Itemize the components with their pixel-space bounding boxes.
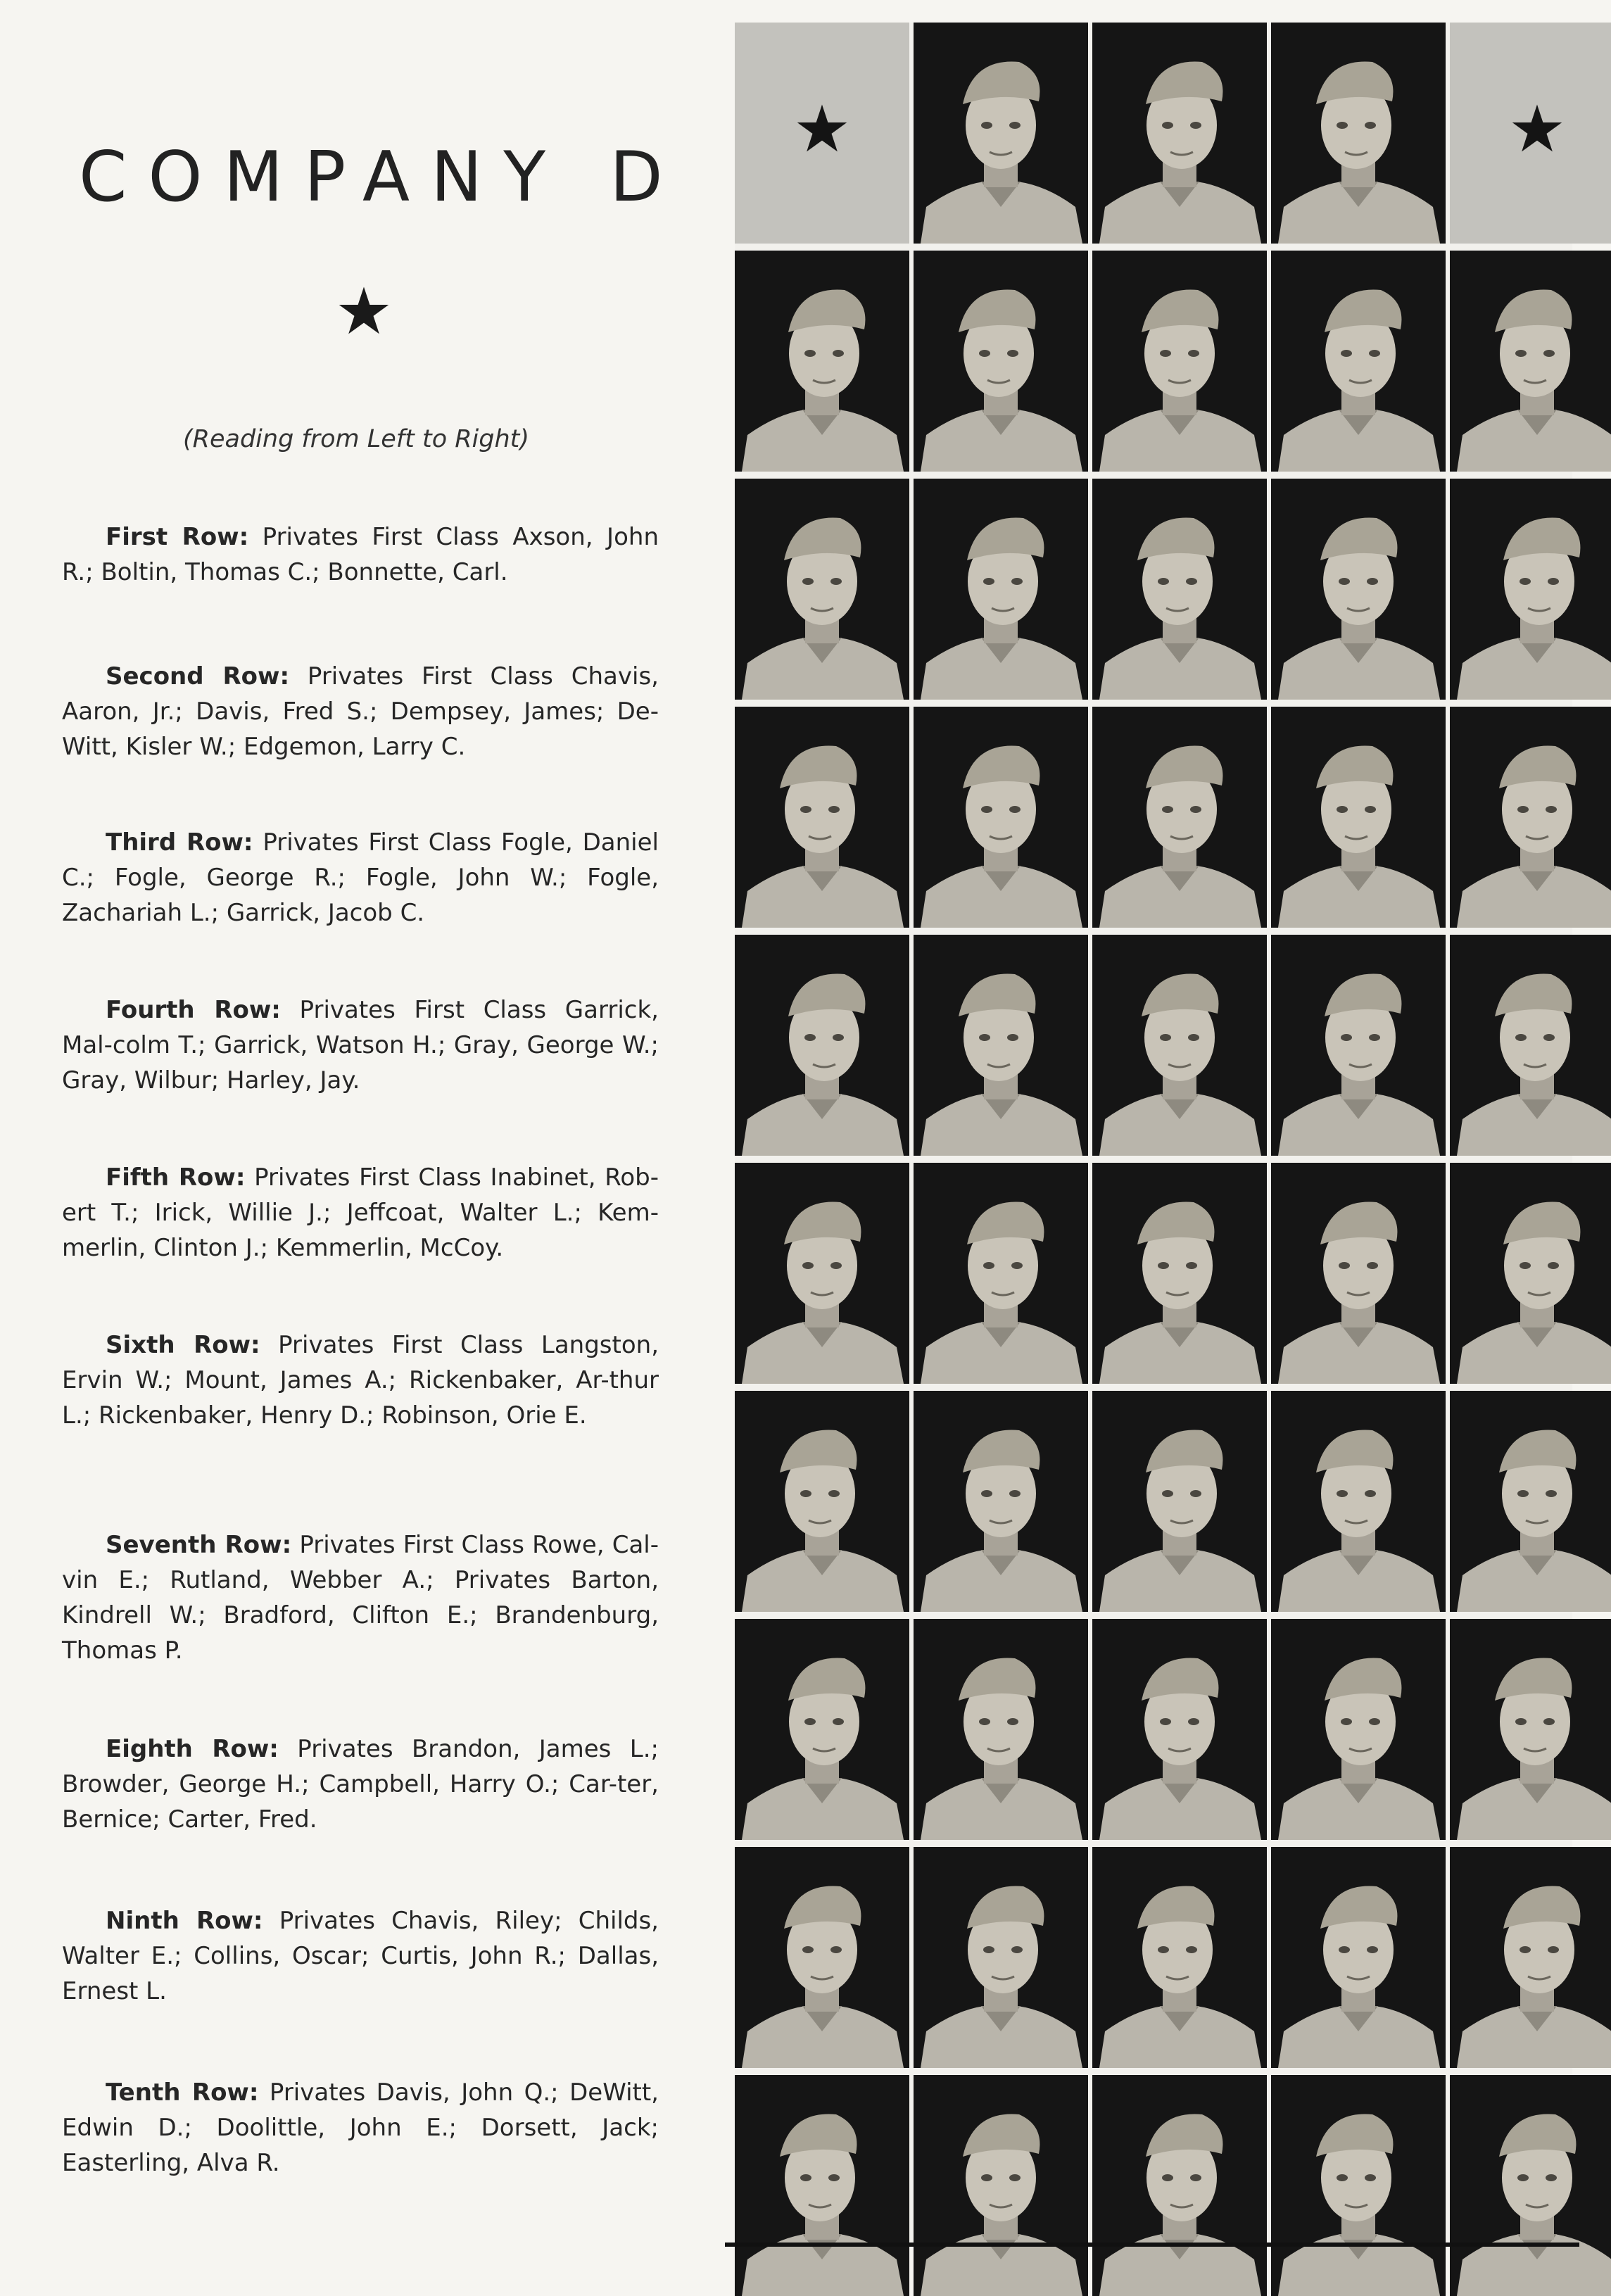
portrait-silhouette xyxy=(914,23,1088,244)
portrait-photo xyxy=(1092,2075,1267,2296)
portrait-photo xyxy=(735,707,909,928)
caption-text: Privates First Class Fogle, Daniel C.; Fogle, George R.; Fogle, John W.; Fogle, Zachariah L.; Garrick, Jacob C. xyxy=(62,828,659,927)
portrait-silhouette xyxy=(1092,479,1267,700)
portrait-photo xyxy=(735,1391,909,1612)
portrait-silhouette xyxy=(1450,1391,1611,1612)
portrait-photo xyxy=(735,479,909,700)
caption-text: Privates First Class Garrick, Mal-colm T.; Garrick, Watson H.; Gray, George W.; Gray, Wilbur; Harley, Jay. xyxy=(62,996,659,1095)
portrait-photo xyxy=(1271,251,1446,472)
portrait-photo xyxy=(1092,23,1267,244)
portrait-silhouette xyxy=(1450,707,1611,928)
caption-row-6 xyxy=(62,1327,659,1433)
portrait-photo xyxy=(1271,2075,1446,2296)
portrait-silhouette xyxy=(914,935,1088,1156)
caption-row-7 xyxy=(62,1527,659,1668)
portrait-silhouette xyxy=(735,935,909,1156)
portrait-silhouette xyxy=(1092,251,1267,472)
portrait-silhouette xyxy=(1092,1619,1267,1840)
portrait-silhouette xyxy=(914,707,1088,928)
portrait-photo xyxy=(1271,1163,1446,1384)
portrait-silhouette xyxy=(1271,707,1446,928)
page-title: COMPANY D xyxy=(79,137,684,217)
reading-note: (Reading from Left to Right) xyxy=(183,425,530,453)
star-panel xyxy=(1450,23,1611,244)
star-icon: ★ xyxy=(1508,92,1567,167)
portrait-silhouette xyxy=(1450,1163,1611,1384)
portrait-silhouette xyxy=(735,1847,909,2068)
bottom-rule xyxy=(725,2243,1579,2247)
portrait-photo xyxy=(1450,1619,1611,1840)
portrait-silhouette xyxy=(735,1619,909,1840)
caption-row-3 xyxy=(62,825,659,931)
portrait-silhouette xyxy=(1092,1163,1267,1384)
portrait-silhouette xyxy=(1092,1847,1267,2068)
portrait-photo xyxy=(1092,1847,1267,2068)
star-icon: ★ xyxy=(792,92,852,167)
portrait-photo xyxy=(1092,1619,1267,1840)
portrait-silhouette xyxy=(1450,2075,1611,2296)
portrait-photo xyxy=(1450,1391,1611,1612)
portrait-photo xyxy=(914,1619,1088,1840)
portrait-photo xyxy=(735,1847,909,2068)
portrait-silhouette xyxy=(1092,1391,1267,1612)
portrait-silhouette xyxy=(735,479,909,700)
portrait-photo xyxy=(914,1847,1088,2068)
portrait-photo xyxy=(1271,1619,1446,1840)
portrait-photo xyxy=(1271,479,1446,700)
portrait-silhouette xyxy=(914,1163,1088,1384)
portrait-silhouette xyxy=(914,2075,1088,2296)
portrait-photo xyxy=(1092,479,1267,700)
portrait-photo xyxy=(914,935,1088,1156)
portrait-photo xyxy=(1271,707,1446,928)
caption-text: Privates First Class Axson, John R.; Boltin, Thomas C.; Bonnette, Carl. xyxy=(62,523,659,586)
portrait-silhouette xyxy=(1092,2075,1267,2296)
portrait-silhouette xyxy=(914,1619,1088,1840)
portrait-photo xyxy=(1450,251,1611,472)
caption-label: Eighth Row: xyxy=(106,1735,279,1763)
portrait-photo xyxy=(914,251,1088,472)
portrait-photo xyxy=(1271,1847,1446,2068)
caption-text: Privates First Class Langston, Ervin W.; Mount, James A.; Rickenbaker, Ar-thur L.; Rickenbaker, Henry D.; Robinson, Orie E. xyxy=(62,1331,659,1430)
portrait-photo xyxy=(735,251,909,472)
portrait-photo xyxy=(1450,707,1611,928)
portrait-silhouette xyxy=(1271,935,1446,1156)
caption-label: Sixth Row: xyxy=(106,1331,260,1359)
portrait-photo xyxy=(1092,1391,1267,1612)
portrait-silhouette xyxy=(914,479,1088,700)
portrait-silhouette xyxy=(1271,251,1446,472)
caption-text: Privates Brandon, James L.; Browder, George H.; Campbell, Harry O.; Car-ter, Bernice; Carter, Fred. xyxy=(62,1735,659,1834)
portrait-silhouette xyxy=(1450,1847,1611,2068)
portrait-photo xyxy=(735,935,909,1156)
portrait-photo xyxy=(914,1163,1088,1384)
caption-row-10 xyxy=(62,2075,659,2181)
caption-label: Ninth Row: xyxy=(106,1907,263,1935)
portrait-photo xyxy=(914,2075,1088,2296)
caption-row-5 xyxy=(62,1160,659,1266)
caption-label: Third Row: xyxy=(106,828,253,857)
portrait-photo xyxy=(914,707,1088,928)
portrait-silhouette xyxy=(735,2075,909,2296)
portrait-photo xyxy=(914,23,1088,244)
portrait-silhouette xyxy=(1450,935,1611,1156)
caption-text: Privates First Class Chavis, Aaron, Jr.; Davis, Fred S.; Dempsey, James; De-Witt, Kisler W.; Edgemon, Larry C. xyxy=(62,662,659,761)
portrait-silhouette xyxy=(1271,479,1446,700)
portrait-silhouette xyxy=(1271,2075,1446,2296)
portrait-silhouette xyxy=(1271,1163,1446,1384)
portrait-silhouette xyxy=(1092,935,1267,1156)
portrait-photo xyxy=(1092,707,1267,928)
portrait-silhouette xyxy=(1450,479,1611,700)
star-icon: ★ xyxy=(334,274,393,349)
portrait-photo xyxy=(735,2075,909,2296)
caption-label: Tenth Row: xyxy=(106,2079,259,2107)
photo-grid xyxy=(735,23,1572,2247)
caption-row-4 xyxy=(62,992,659,1098)
portrait-silhouette xyxy=(735,707,909,928)
caption-row-9 xyxy=(62,1903,659,2009)
portrait-photo xyxy=(1092,935,1267,1156)
caption-label: Seventh Row: xyxy=(106,1531,292,1559)
caption-label: Second Row: xyxy=(106,662,290,690)
caption-text: Privates First Class Inabinet, Rob-ert T.; Irick, Willie J.; Jeffcoat, Walter L.; Kem-merlin, Clinton J.; Kemmerlin, McCoy. xyxy=(62,1163,659,1262)
portrait-photo xyxy=(1450,1163,1611,1384)
portrait-photo xyxy=(735,1619,909,1840)
portrait-silhouette xyxy=(1450,1619,1611,1840)
caption-text: Privates First Class Rowe, Cal-vin E.; Rutland, Webber A.; Privates Barton, Kindrell W.; Bradford, Clifton E.; Brandenburg, Thomas P. xyxy=(62,1531,659,1665)
portrait-silhouette xyxy=(1271,1619,1446,1840)
portrait-photo xyxy=(1450,935,1611,1156)
caption-row-2 xyxy=(62,659,659,764)
portrait-silhouette xyxy=(914,1391,1088,1612)
portrait-silhouette xyxy=(1271,23,1446,244)
portrait-silhouette xyxy=(1092,23,1267,244)
portrait-silhouette xyxy=(735,1391,909,1612)
portrait-silhouette xyxy=(1271,1847,1446,2068)
portrait-photo xyxy=(1092,1163,1267,1384)
portrait-photo xyxy=(1271,23,1446,244)
caption-label: Fourth Row: xyxy=(106,996,281,1024)
star-panel xyxy=(735,23,909,244)
portrait-photo xyxy=(1271,1391,1446,1612)
portrait-silhouette xyxy=(1450,251,1611,472)
portrait-photo xyxy=(1450,479,1611,700)
portrait-silhouette xyxy=(1271,1391,1446,1612)
caption-label: Fifth Row: xyxy=(106,1163,246,1192)
portrait-silhouette xyxy=(914,1847,1088,2068)
portrait-silhouette xyxy=(914,251,1088,472)
caption-row-8 xyxy=(62,1732,659,1837)
portrait-photo xyxy=(914,479,1088,700)
portrait-photo xyxy=(1450,1847,1611,2068)
caption-label: First Row: xyxy=(106,523,249,551)
portrait-photo xyxy=(914,1391,1088,1612)
portrait-silhouette xyxy=(735,1163,909,1384)
portrait-photo xyxy=(735,1163,909,1384)
caption-text: Privates Chavis, Riley; Childs, Walter E.; Collins, Oscar; Curtis, John R.; Dallas, Ernest L. xyxy=(62,1907,659,2005)
portrait-photo xyxy=(1271,935,1446,1156)
portrait-silhouette xyxy=(1092,707,1267,928)
portrait-silhouette xyxy=(735,251,909,472)
portrait-photo xyxy=(1092,251,1267,472)
caption-row-1 xyxy=(62,519,659,590)
portrait-photo xyxy=(1450,2075,1611,2296)
caption-text: Privates Davis, John Q.; DeWitt, Edwin D.; Doolittle, John E.; Dorsett, Jack; Easterling, Alva R. xyxy=(62,2079,659,2177)
